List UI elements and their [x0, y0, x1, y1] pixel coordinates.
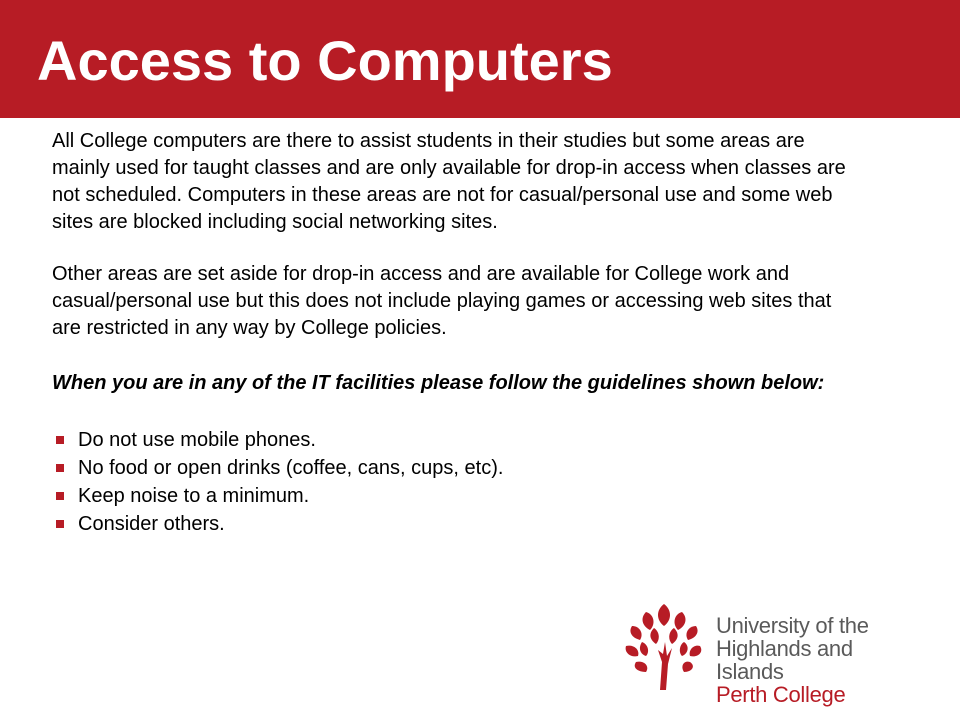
content	[52, 128, 852, 538]
guidelines-intro: When you are in any of the IT facilities please follow the guidelines shown below:	[52, 372, 825, 394]
university-logo	[620, 600, 910, 707]
paragraph-access-drop-in-areas: Other areas are set aside for drop-in access and are available for College work and casual/personal use but this does not include playing games or accessing web sites that are restricted in any way by College policies.	[52, 263, 832, 339]
rule-text: Keep noise to a minimum.	[78, 485, 310, 507]
square-bullet-icon	[56, 436, 64, 444]
paragraph-access-taught-areas: All College computers are there to assist students in their studies but some areas are mainly used for taught classes and are only available for drop-in access when classes are not scheduled. Computers in these areas are not for casual/personal use and some web sites are blocked including social networking sites.	[52, 130, 846, 233]
title-bar	[0, 0, 960, 118]
logo-line-university: University of the	[716, 613, 869, 638]
list-item	[52, 426, 852, 454]
rule-text: No food or open drinks (coffee, cans, cups, etc).	[78, 457, 504, 479]
list-item	[52, 482, 852, 510]
logo-line-perth-college: Perth College	[716, 682, 846, 707]
list-item	[52, 510, 852, 538]
square-bullet-icon	[56, 520, 64, 528]
rule-text: Consider others.	[78, 513, 225, 535]
rules-list	[52, 426, 852, 538]
square-bullet-icon	[56, 464, 64, 472]
tree-icon	[620, 602, 706, 692]
rule-text: Do not use mobile phones.	[78, 429, 316, 451]
list-item	[52, 454, 852, 482]
square-bullet-icon	[56, 492, 64, 500]
page-title: Access to Computers	[37, 29, 613, 92]
logo-wordmark	[716, 614, 910, 706]
logo-line-highlands: Highlands and Islands	[716, 636, 853, 684]
